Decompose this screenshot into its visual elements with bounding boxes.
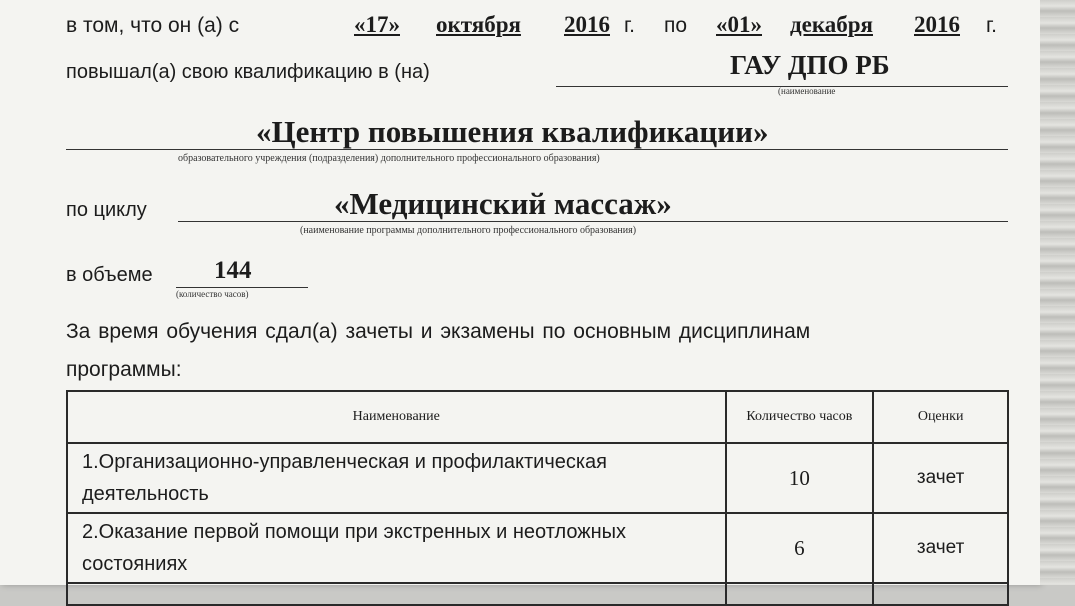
cell-empty: [726, 583, 874, 605]
program-name: «Медицинский массаж»: [334, 186, 672, 221]
subject-name: 2.Оказание первой помощи при экстренных и неотложных состояниях: [67, 513, 726, 583]
binding-edge: [1040, 0, 1075, 585]
to-word: по: [664, 14, 688, 37]
intro-line-2: программы:: [66, 358, 182, 381]
table-row: [67, 513, 1008, 583]
header-name: Наименование: [67, 391, 726, 443]
start-day: «17»: [354, 12, 400, 37]
hours-caption: (количество часов): [176, 289, 249, 299]
org-short-name: ГАУ ДПО РБ: [730, 50, 890, 80]
cell-empty: [873, 583, 1008, 605]
subject-name: 1.Организационно-управленческая и профилактическая деятельность: [67, 443, 726, 513]
hours-underline: [176, 287, 308, 288]
org-full-name: «Центр повышения квалификации»: [256, 114, 769, 149]
subject-hours: 10: [726, 443, 874, 513]
end-year-suffix: г.: [986, 14, 997, 37]
hours-value: 144: [214, 257, 252, 284]
start-year-suffix: г.: [624, 14, 635, 37]
end-month: декабря: [790, 12, 873, 37]
program-caption: (наименование программы дополнительного профессионального образования): [300, 225, 637, 236]
cycle-label: по циклу: [66, 199, 147, 221]
table-row-partial: [67, 583, 1008, 605]
date-prefix: в том, что он (а) с: [66, 14, 240, 37]
org-caption: (наименование: [778, 86, 836, 96]
subject-hours: 6: [726, 513, 874, 583]
table-row: [67, 443, 1008, 513]
qualification-text: повышал(а) свою квалификацию в (на): [66, 61, 430, 83]
end-day: «01»: [716, 12, 762, 37]
intro-line-1: За время обучения сдал(а) зачеты и экзамены по основным дисциплинам: [66, 320, 811, 343]
header-hours: Количество часов: [726, 391, 874, 443]
cell-empty: [67, 583, 726, 605]
subject-grade: зачет: [873, 513, 1008, 583]
subject-grade: зачет: [873, 443, 1008, 513]
header-grade: Оценки: [873, 391, 1008, 443]
org-full-caption: образовательного учреждения (подразделения) дополнительного профессионального образования): [178, 153, 600, 164]
start-year: 2016: [564, 12, 610, 37]
table-header-row: [67, 391, 1008, 443]
end-year: 2016: [914, 12, 960, 37]
start-month: октября: [436, 12, 521, 37]
volume-label: в объеме: [66, 264, 153, 286]
subjects-table: [66, 390, 1009, 606]
